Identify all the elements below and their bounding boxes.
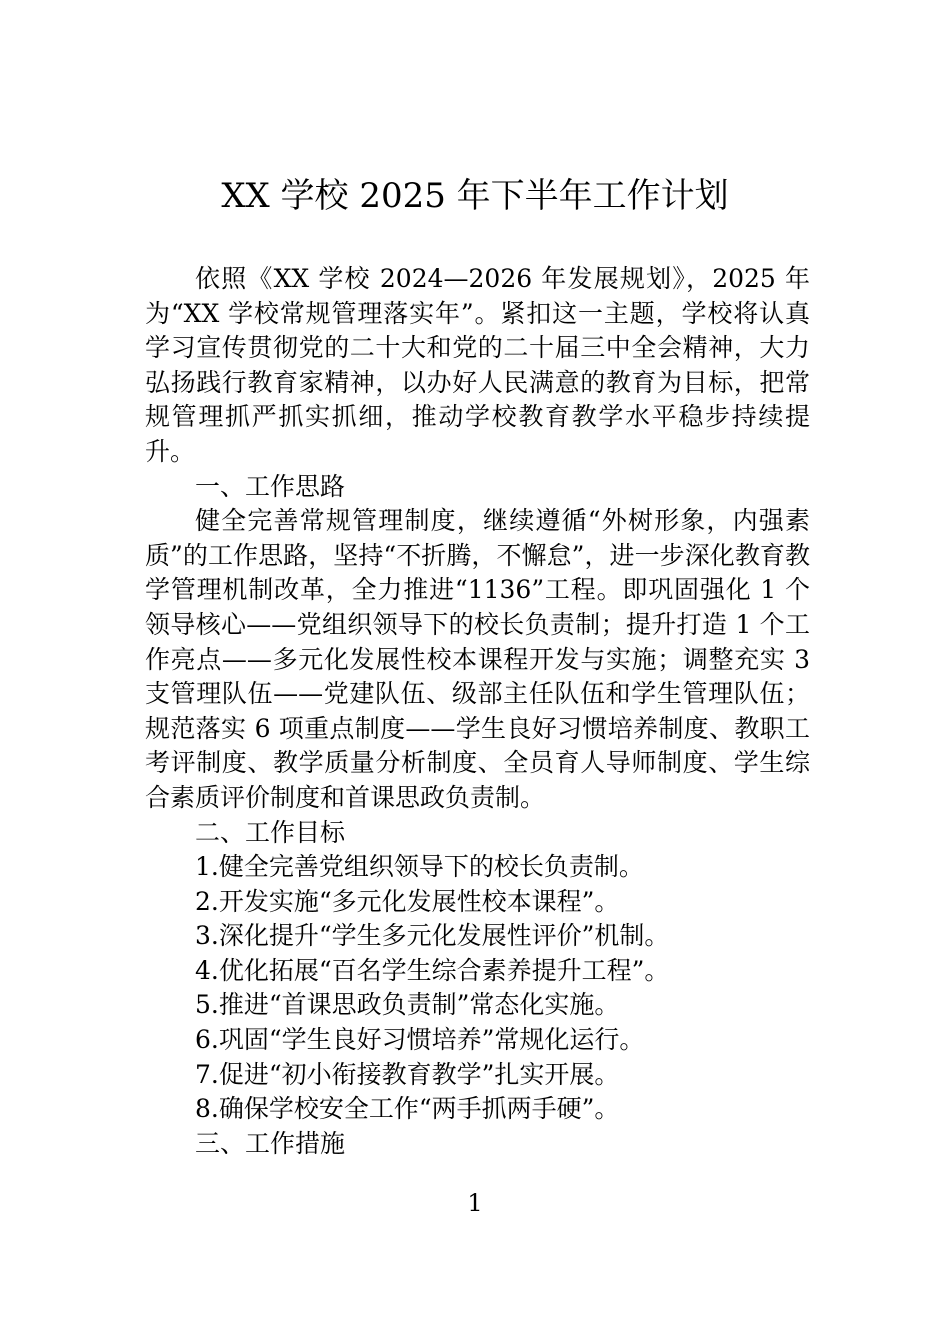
goal-item-4: 4.优化拓展“百名学生综合素养提升工程”。: [195, 955, 670, 985]
goal-item-2: 2.开发实施“多元化发展性校本课程”。: [195, 886, 620, 916]
work-approach-paragraph: 健全完善常规管理制度，继续遵循“外树形象，内强素质”的工作思路，坚持“不折腾，不懈怠”，进一步深化教育教学管理机制改革，全力推进“1136”工程。即巩固强化 1 个领导核心——党组织领导下的校长负责制；提升打造 1 个工作亮点——多元化发展性校本课程开发与实施；调整充实 3 支管理队伍——党建队伍、级部主任队伍和学生管理队伍；规范落实 6 项重点制度——学生良好习惯培养制度、教职工考评制度、教学质量分析制度、全员育人导师制度、学生综合素质评价制度和首课思政负责制。: [145, 506, 810, 812]
page-number: 1: [467, 1189, 483, 1217]
document-body: [145, 262, 810, 1161]
goal-item-3: 3.深化提升“学生多元化发展性评价”机制。: [195, 921, 670, 951]
goal-item-7: 7.促进“初小衔接教育教学”扎实开展。: [195, 1059, 620, 1089]
section-heading-work-goals: 二、工作目标: [195, 817, 346, 847]
goal-item-5: 5.推进“首课思政负责制”常态化实施。: [195, 990, 620, 1020]
goal-item-1: 1.健全完善党组织领导下的校长负责制。: [195, 852, 644, 882]
goal-item-8: 8.确保学校安全工作“两手抓两手硬”。: [195, 1094, 620, 1124]
document-title: XX 学校 2025 年下半年工作计划: [221, 176, 729, 216]
intro-paragraph: 依照《XX 学校 2024—2026 年发展规划》，2025 年为“XX 学校常规管理落实年”。紧扣这一主题，学校将认真学习宣传贯彻党的二十大和党的二十届三中全会精神，大力弘扬践行教育家精神，以办好人民满意的教育为目标，把常规管理抓严抓实抓细，推动学校教育教学水平稳步持续提升。: [145, 264, 810, 466]
goal-item-6: 6.巩固“学生良好习惯培养”常规化运行。: [195, 1025, 645, 1055]
section-heading-work-measures: 三、工作措施: [195, 1128, 346, 1158]
section-heading-work-approach: 一、工作思路: [195, 471, 346, 501]
